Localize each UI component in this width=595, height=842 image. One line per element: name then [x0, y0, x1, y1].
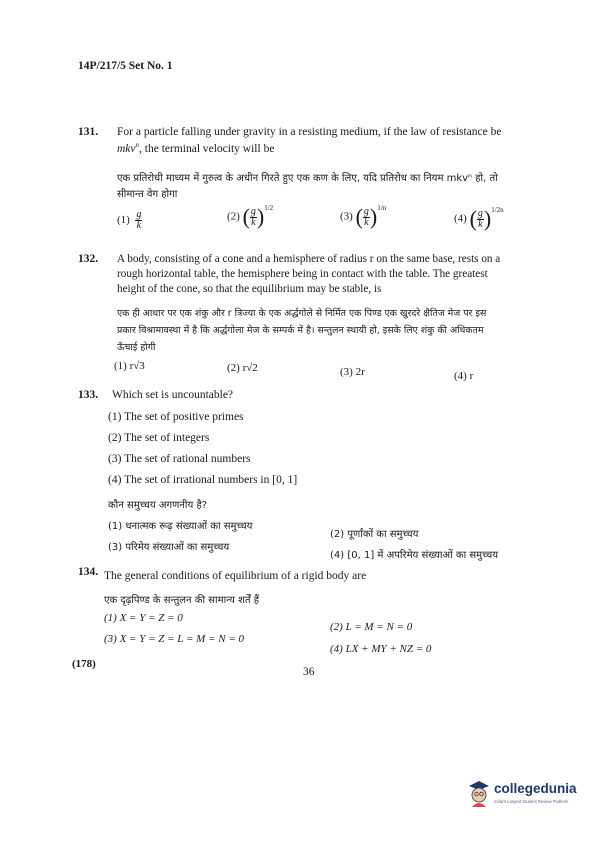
set-number-header: 14P/217/5 Set No. 1 [78, 60, 173, 72]
question-number-134: 134. [78, 566, 99, 578]
q133-option-2: (2) The set of integers [108, 432, 210, 444]
q133-hi-option-1: (1) धनात्मक रूढ़ संख्याओं का समुच्चय [108, 521, 253, 532]
q131-text-en-line2: mkv$^n$, the terminal velocity will be [117, 141, 275, 155]
logo-wordmark: collegedunia [494, 781, 577, 796]
q132-option-1: (1) r√3 [114, 360, 145, 372]
q131-text-hi-line1: एक प्रतिरोधी माध्यम में गुरुत्व के अधीन गिरते हुए एक कण के लिए, यदि प्रतिरोध का नियम mkvⁿ हो, तो [117, 173, 498, 184]
question-number-132: 132. [78, 253, 99, 265]
question-number-131: 131. [78, 126, 99, 138]
q133-option-4: (4) The set of irrational numbers in [0, 1] [108, 474, 298, 486]
q131-text-hi-line2: सीमान्त वेग होगा [117, 189, 178, 200]
q133-hi-option-2: (2) पूर्णांकों का समुच्चय [330, 529, 419, 540]
q133-option-1: (1) The set of positive primes [108, 411, 244, 423]
q133-hi-option-3: (3) परिमेय संख्याओं का समुच्चय [108, 542, 230, 553]
page-number: 36 [303, 666, 315, 678]
q132-text-hi-line1: एक ही आधार पर एक शंकु और r त्रिज्या के एक अर्द्धगोले से निर्मित एक पिण्ड एक खुरदरे क्षैतिज मेज पर इस [117, 308, 487, 319]
question-number-133: 133. [78, 389, 99, 401]
q132-text-en-line1: A body, consisting of a cone and a hemisphere of radius r on the same base, rests on a [117, 253, 501, 265]
paper-code: (178) [72, 658, 96, 670]
logo-tagline: India's Largest Student Review Platform [494, 799, 569, 804]
q132-text-en-line2: rough horizontal table, the hemisphere being in contact with the table. The greatest [117, 268, 488, 280]
q131-option-3: (3) ( $\frac{g}{k}$ )$^{1/n}$ [340, 204, 387, 229]
q132-text-hi-line2: प्रकार विश्रामावस्था में है कि अर्द्धगोला मेज के सम्पर्क में है। सन्तुलन स्थायी हो, इसके लिए शंकु की अधिकतम [117, 325, 484, 336]
q134-option-4: (4) LX + MY + NZ = 0 [330, 643, 432, 655]
q132-text-en-line3: height of the cone, so that the equilibrium may be stable, is [117, 283, 382, 295]
q134-option-2: (2) L = M = N = 0 [330, 621, 413, 633]
collegedunia-logo [466, 775, 576, 815]
q134-text-hi: एक दृढ़पिण्ड के सन्तुलन की सामान्य शर्तें हैं [104, 595, 260, 606]
graduate-mascot-icon [466, 779, 492, 809]
q132-option-2: (2) r√2 [227, 362, 258, 374]
q133-text-hi: कौन समुच्चय अगणनीय है? [108, 500, 208, 511]
q132-text-hi-line3: ऊँचाई होगी [117, 342, 156, 353]
q133-hi-option-4: (4) [0, 1] में अपरिमेय संख्याओं का समुच्चय [330, 550, 499, 561]
q132-option-3: (3) 2r [340, 366, 365, 378]
q133-text-en: Which set is uncountable? [112, 389, 234, 401]
q131-text-en-line1: For a particle falling under gravity in a resisting medium, if the law of resistance be [117, 126, 502, 138]
q131-option-2: (2) ( $\frac{g}{k}$ )$^{1/2}$ [227, 204, 274, 229]
q131-option-4: (4) ( $\frac{g}{k}$ )$^{1/2n}$ [454, 206, 504, 231]
q134-text-en: The general conditions of equilibrium of a rigid body are [104, 570, 367, 582]
q133-option-3: (3) The set of rational numbers [108, 453, 251, 465]
q131-option-1: (1) $\frac{g}{k}$ [117, 209, 142, 231]
q132-option-4: (4) r [454, 370, 474, 382]
q134-option-1: (1) X = Y = Z = 0 [104, 612, 183, 624]
q134-option-3: (3) X = Y = Z = L = M = N = 0 [104, 633, 244, 645]
